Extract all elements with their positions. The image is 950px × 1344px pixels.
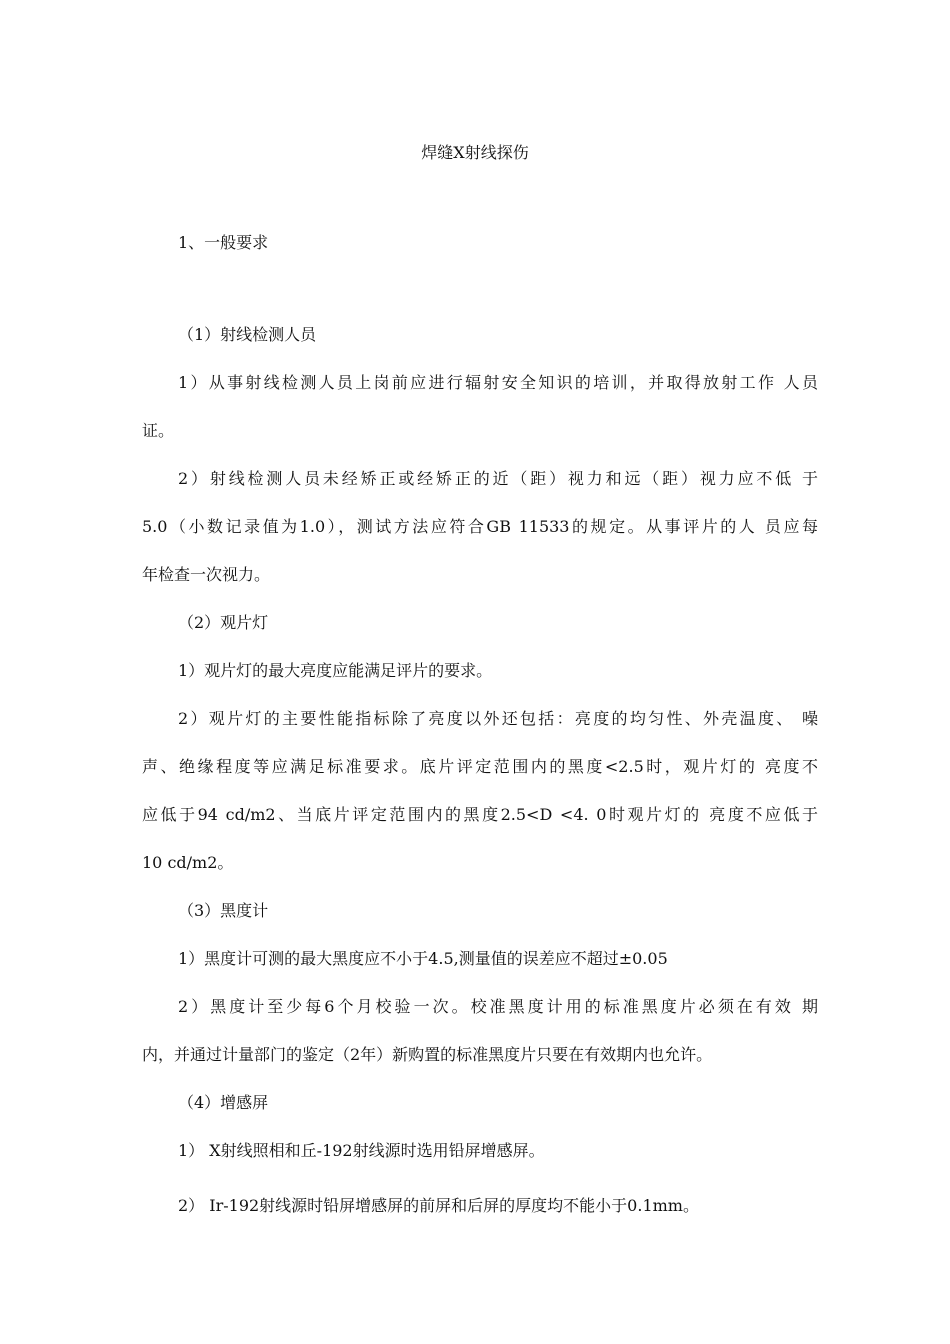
document-title: 焊缝X射线探伤 [421, 143, 529, 162]
subsection-heading-densitometer: （3）黑度计 [178, 901, 269, 920]
paragraph-line: 应低于94 cd/m2、当底片评定范围内的黑度2.5<D <4. 0时观片灯的 亮度不应低于 [142, 805, 818, 824]
paragraph-line: 证。 [142, 421, 175, 440]
paragraph-line: 2）黑度计至少每6个月校验一次。校准黑度计用的标准黑度片必须在有效 期 [178, 997, 818, 1016]
subsection-heading-intensifying-screen: （4）增感屏 [178, 1093, 269, 1112]
paragraph-line: 1） X射线照相和丘-192射线源时选用铅屏增感屏。 [178, 1141, 545, 1160]
paragraph-line: 声、绝缘程度等应满足标准要求。底片评定范围内的黑度<2.5时，观片灯的 亮度不 [142, 757, 818, 776]
paragraph-line: 1）黑度计可测的最大黑度应不小于4.5,测量值的误差应不超过±0.05 [178, 949, 668, 968]
paragraph-line: 内，并通过计量部门的鉴定（2年）新购置的标准黑度片只要在有效期内也允许。 [142, 1045, 713, 1064]
paragraph-line: 1）从事射线检测人员上岗前应进行辐射安全知识的培训，并取得放射工作 人员 [178, 373, 818, 392]
subsection-heading-personnel: （1）射线检测人员 [178, 325, 317, 344]
paragraph-line: 2）射线检测人员未经矫正或经矫正的近（距）视力和远（距）视力应不低 于 [178, 469, 818, 488]
section-heading-general-requirements: 1、一般要求 [178, 233, 269, 252]
paragraph-line: 5.0（小数记录值为1.0），测试方法应符合GB 11533的规定。从事评片的人 员应每 [142, 517, 818, 536]
paragraph-line: 1）观片灯的最大亮度应能满足评片的要求。 [178, 661, 493, 680]
paragraph-line: 年检查一次视力。 [142, 565, 271, 584]
subsection-heading-viewer: （2）观片灯 [178, 613, 269, 632]
paragraph-line: 10 cd/m2。 [142, 853, 234, 872]
paragraph-line: 2）观片灯的主要性能指标除了亮度以外还包括：亮度的均匀性、外壳温度、 噪 [178, 709, 818, 728]
paragraph-line: 2） Ir-192射线源时铅屏增感屏的前屏和后屏的厚度均不能小于0.1mm。 [178, 1196, 699, 1215]
